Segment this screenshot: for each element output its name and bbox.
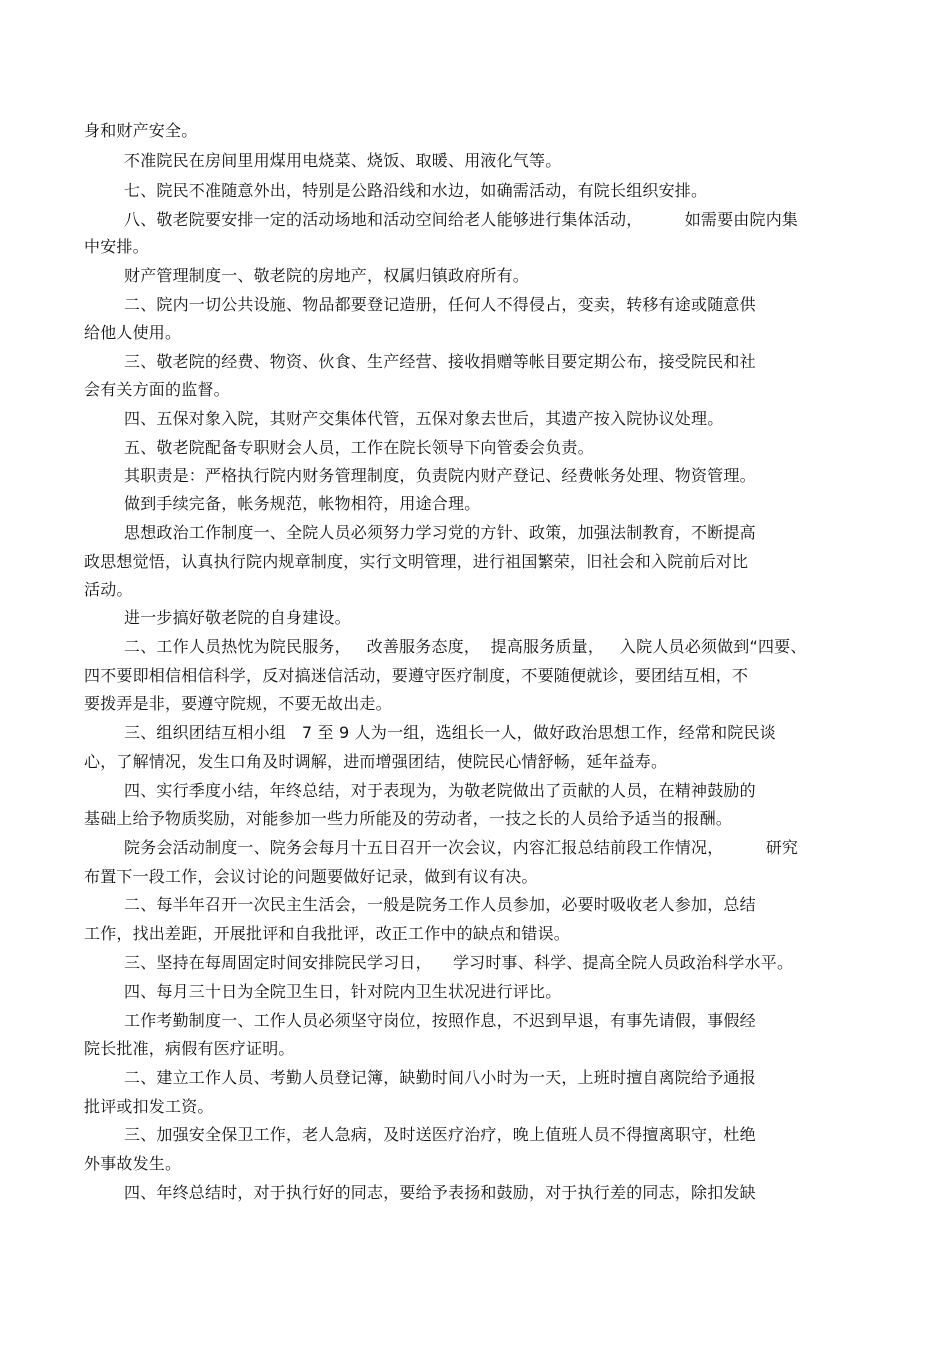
text-line: 不准院民在房间里用煤用电烧菜、烧饭、取暖、用液化气等。	[124, 151, 562, 170]
text-line: 做到手续完备，帐务规范，帐物相符，用途合理。	[124, 494, 481, 513]
text-line: 四不要即相信相信科学，反对搞迷信活动，要遵守医疗制度，不要随便就诊，要团结互相，不	[84, 666, 749, 685]
text-line: 政思想觉悟，认真执行院内规章制度，实行文明管理，进行祖国繁荣，旧社会和入院前后对比	[84, 552, 749, 571]
text-line: 四、五保对象入院，其财产交集体代管，五保对象去世后，其遗产按入院协议处理。	[124, 409, 724, 428]
text-line: 身和财产安全。	[84, 121, 198, 140]
text-line: 二、建立工作人员、考勤人员登记簿，缺勤时间八小时为一天，上班时擅自离院给予通报	[124, 1068, 756, 1087]
text-line: 外事故发生。	[84, 1154, 182, 1173]
text-line: 七、院民不准随意外出，特别是公路沿线和水边，如确需活动，有院长组织安排。	[124, 181, 708, 200]
text-line: 给他人使用。	[84, 323, 182, 342]
text-line: 三、坚持在每周固定时间安排院民学习日， 学习时事、科学、提高全院人员政治科学水平。	[124, 953, 794, 972]
text-line: 基础上给予物质奖励，对能参加一些力所能及的劳动者，一技之长的人员给予适当的报酬。	[84, 809, 733, 828]
text-line: 中安排。	[84, 237, 149, 256]
text-line: 三、加强安全保卫工作，老人急病，及时送医疗治疗，晚上值班人员不得擅离职守，杜绝	[124, 1125, 756, 1144]
text-line: 会有关方面的监督。	[84, 380, 230, 399]
text-line: 四、实行季度小结，年终总结，对于表现为，为敬老院做出了贡献的人员，在精神鼓励的	[124, 781, 756, 800]
text-line: 院务会活动制度一、院务会每月十五日召开一次会议，内容汇报总结前段工作情况， 研究	[124, 838, 799, 857]
text-line: 财产管理制度一、敬老院的房地产，权属归镇政府所有。	[124, 266, 530, 285]
text-line: 四、年终总结时，对于执行好的同志，要给予表扬和鼓励，对于执行差的同志，除扣发缺	[124, 1183, 756, 1202]
text-line: 批评或扣发工资。	[84, 1097, 214, 1116]
text-line: 三、敬老院的经费、物资、伙食、生产经营、接收捐赠等帐目要定期公布，接受院民和社	[124, 352, 756, 371]
text-line: 布置下一段工作，会议讨论的问题要做好记录，做到有议有决。	[84, 867, 538, 886]
text-line: 四、每月三十日为全院卫生日，针对院内卫生状况进行评比。	[124, 982, 562, 1001]
text-line: 心，了解情况，发生口角及时调解，进而增强团结，使院民心情舒畅，延年益寿。	[84, 752, 668, 771]
text-line: 思想政治工作制度一、全院人员必须努力学习党的方针、政策，加强法制教育，不断提高	[124, 523, 756, 542]
text-line: 活动。	[84, 580, 133, 599]
text-line: 工作，找出差距，开展批评和自我批评，改正工作中的缺点和错误。	[84, 924, 571, 943]
text-line: 进一步搞好敬老院的自身建设。	[124, 608, 351, 627]
text-line: 其职责是：严格执行院内财务管理制度，负责院内财产登记、经费帐务处理、物资管理。	[124, 466, 756, 485]
text-line: 三、组织团结互相小组 7 至 9 人为一组，选组长一人，做好政治思想工作，经常和院民谈	[124, 723, 776, 742]
text-line: 五、敬老院配备专职财会人员，工作在院长领导下向管委会负责。	[124, 438, 594, 457]
text-line: 工作考勤制度一、工作人员必须坚守岗位，按照作息，不迟到早退，有事先请假，事假经	[124, 1011, 756, 1030]
text-line: 二、院内一切公共设施、物品都要登记造册，任何人不得侵占，变卖，转移有途或随意供	[124, 295, 756, 314]
text-line: 院长批准，病假有医疗证明。	[84, 1039, 295, 1058]
text-line: 要拨弄是非，要遵守院规，不要无故出走。	[84, 694, 392, 713]
text-line: 八、敬老院要安排一定的活动场地和活动空间给老人能够进行集体活动， 如需要由院内集	[124, 210, 799, 229]
text-line: 二、工作人员热忱为院民服务， 改善服务态度， 提高服务质量， 入院人员必须做到“四要、	[124, 637, 807, 656]
text-line: 二、每半年召开一次民主生活会，一般是院务工作人员参加，必要时吸收老人参加，总结	[124, 895, 756, 914]
